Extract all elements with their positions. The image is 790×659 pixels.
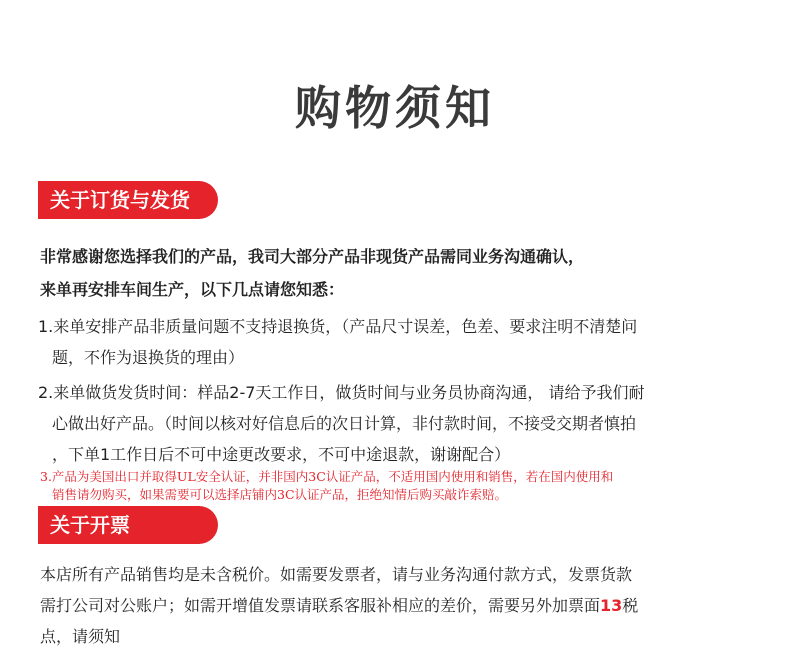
invoice-line-2-suffix: 税 — [622, 596, 639, 615]
item-1-line-1: 1.来单安排产品非质量问题不支持退换货，（产品尺寸误差，色差、要求注明不清楚问 — [38, 317, 638, 336]
intro-line-2: 来单再安排车间生产，以下几点请您知悉： — [40, 280, 345, 299]
intro-line-1: 非常感谢您选择我们的产品，我司大部分产品非现货产品需同业务沟通确认， — [40, 247, 585, 266]
item-3-line-2: 销售请勿购买，如果需要可以选择店铺内3C认证产品，拒绝知情后购买敲诈索赔。 — [52, 487, 508, 502]
item-2-line-2: 心做出好产品。（时间以核对好信息后的次日计算，非付款时间，不接受交期者慎拍 — [52, 414, 637, 433]
item-3-line-1: 3.产品为美国出口并取得UL安全认证，并非国内3C认证产品，不适用国内使用和销售，若在国内使用和 — [40, 469, 614, 484]
invoice-line-2-text: 需打公司对公账户；如需开增值发票请联系客服补相应的差价，需要另外加票面 — [40, 596, 601, 615]
tax-rate-highlight: 13 — [600, 596, 623, 615]
invoice-line-2 — [40, 593, 638, 616]
section-tag-ordering-shipping: 关于订货与发货 — [38, 181, 218, 219]
page-title: 购物须知 — [295, 81, 495, 135]
section-tag-invoicing: 关于开票 — [38, 506, 218, 544]
item-2-line-3: ，下单1工作日后不可中途更改要求，不可中途退款，谢谢配合） — [52, 445, 511, 464]
item-1-line-2: 题，不作为退换货的理由） — [52, 348, 245, 367]
invoice-line-3: 点，请须知 — [40, 627, 121, 646]
item-2-line-1: 2.来单做货发货时间：样品2-7天工作日，做货时间与业务员协商沟通， 请给予我们耐 — [38, 383, 645, 402]
invoice-line-1: 本店所有产品销售均是未含税价。如需要发票者，请与业务沟通付款方式，发票货款 — [40, 565, 633, 584]
